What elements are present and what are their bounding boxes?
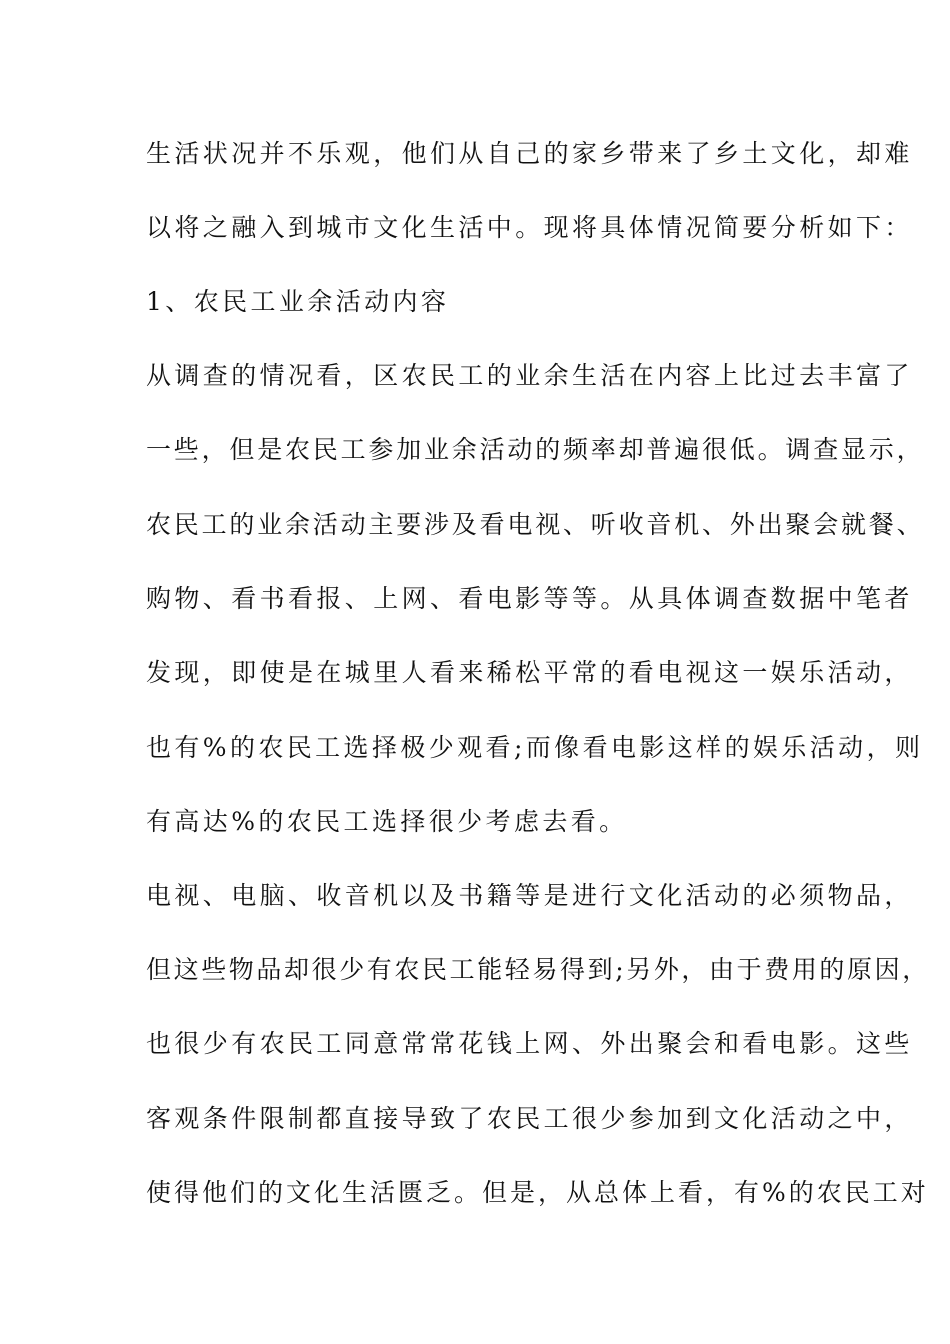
text-line: 电视、电脑、收音机以及书籍等是进行文化活动的必须物品，: [146, 881, 913, 910]
text-line: 也有%的农民工选择极少观看;而像看电影这样的娱乐活动，则: [146, 733, 924, 762]
text-line: 生活状况并不乐观，他们从自己的家乡带来了乡土文化，却难: [146, 139, 913, 168]
section-heading: 1、农民工业余活动内容: [146, 287, 450, 316]
text-line: 从调查的情况看，区农民工的业余生活在内容上比过去丰富了: [146, 361, 913, 390]
text-line: 购物、看书看报、上网、看电影等等。从具体调查数据中笔者: [146, 584, 913, 613]
text-line: 发现，即使是在城里人看来稀松平常的看电视这一娱乐活动，: [146, 658, 913, 687]
text-line: 使得他们的文化生活匮乏。但是，从总体上看，有%的农民工对: [146, 1178, 929, 1207]
text-line: 以将之融入到城市文化生活中。现将具体情况简要分析如下：: [146, 213, 913, 242]
text-line: 有高达%的农民工选择很少考虑去看。: [146, 807, 628, 836]
text-line: 一些，但是农民工参加业余活动的频率却普遍很低。调查显示，: [146, 435, 925, 464]
text-line: 客观条件限制都直接导致了农民工很少参加到文化活动之中，: [146, 1104, 913, 1133]
text-line: 但这些物品却很少有农民工能轻易得到;另外，由于费用的原因，: [146, 955, 930, 984]
text-line: 也很少有农民工同意常常花钱上网、外出聚会和看电影。这些: [146, 1029, 913, 1058]
text-line: 农民工的业余活动主要涉及看电视、听收音机、外出聚会就餐、: [146, 510, 925, 539]
